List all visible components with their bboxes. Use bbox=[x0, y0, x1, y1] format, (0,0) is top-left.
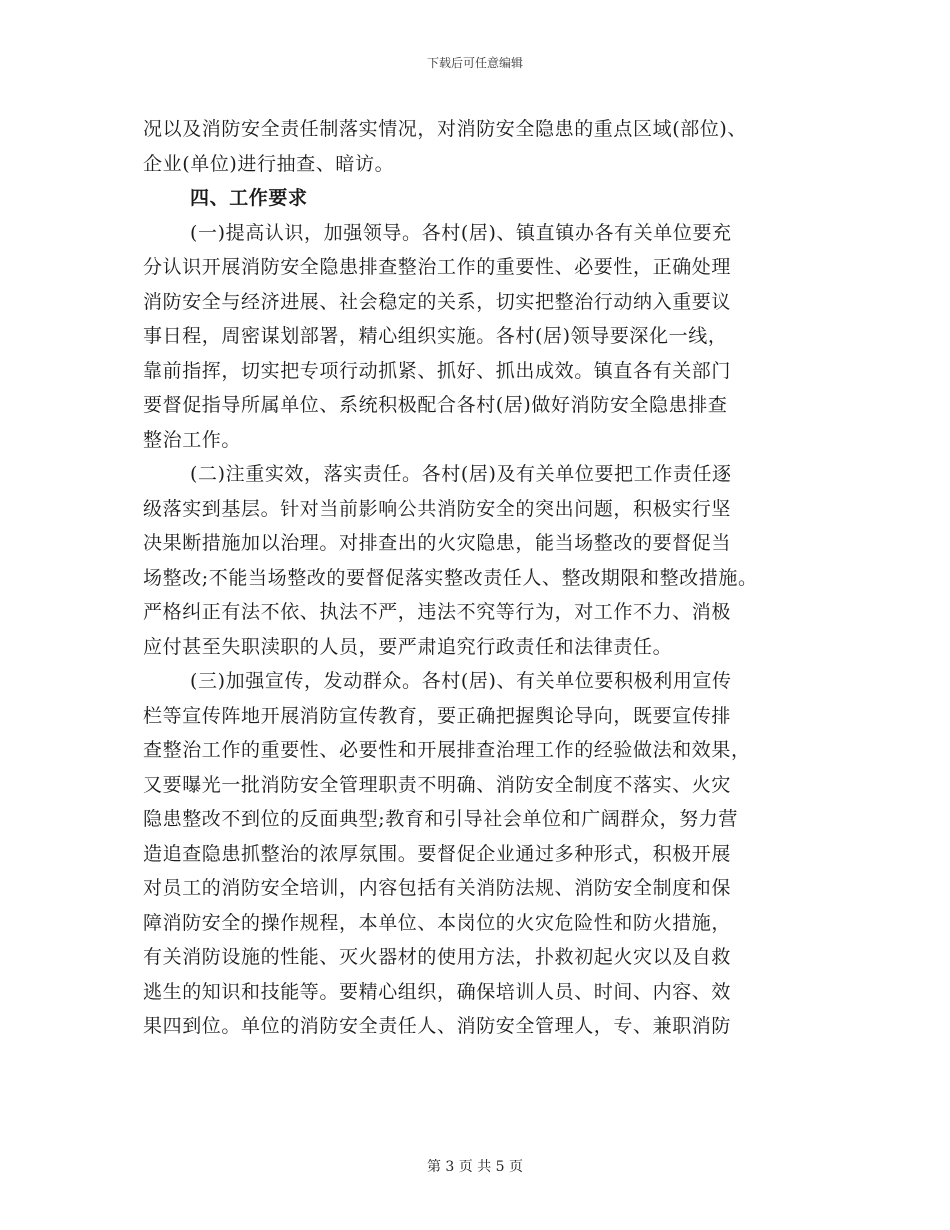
paragraph-line: 消防安全与经济进展、社会稳定的关系，切实把整治行动纳入重要议 bbox=[143, 290, 732, 313]
paragraph-line: 造追查隐患抓整治的浓厚氛围。要督促企业通过多种形式，积极开展 bbox=[143, 842, 732, 865]
section-heading: 四、工作要求 bbox=[190, 187, 308, 209]
paragraph-line: 级落实到基层。针对当前影响公共消防安全的突出问题，积极实行坚 bbox=[143, 497, 732, 520]
paragraph-line: 果四到位。单位的消防安全责任人、消防安全管理人，专、兼职消防 bbox=[143, 1015, 732, 1037]
paragraph-line: 对员工的消防安全培训，内容包括有关消防法规、消防安全制度和保 bbox=[143, 877, 732, 899]
paragraph-line: 靠前指挥，切实把专项行动抓紧、抓好、抓出成效。镇直各有关部门 bbox=[143, 359, 732, 382]
paragraph-line: 障消防安全的操作规程，本单位、本岗位的火灾危险性和防火措施， bbox=[143, 911, 732, 934]
page-number-footer: 第 3 页 共 5 页 bbox=[426, 1159, 524, 1175]
paragraph-line: 企业(单位)进行抽查、暗访。 bbox=[143, 152, 395, 175]
paragraph-line: 场整改;不能当场整改的要督促落实整改责任人、整改期限和整改措施。 bbox=[143, 566, 758, 589]
paragraph-line: 查整治工作的重要性、必要性和开展排查治理工作的经验做法和效果， bbox=[143, 739, 751, 761]
paragraph-line: 事日程，周密谋划部署，精心组织实施。各村(居)领导要深化一线， bbox=[143, 325, 728, 347]
header-note: 下载后可任意编辑 bbox=[426, 56, 523, 70]
paragraph-line: 整治工作。 bbox=[143, 428, 242, 451]
paragraph-line: (三)加强宣传，发动群众。各村(居)、有关单位要积极利用宣传 bbox=[190, 670, 732, 692]
paragraph-line: 又要曝光一批消防安全管理职责不明确、消防安全制度不落实、火灾 bbox=[143, 773, 732, 796]
paragraph-line: 严格纠正有法不依、执法不严，违法不究等行为，对工作不力、消极 bbox=[143, 601, 732, 623]
paragraph-line: 要督促指导所属单位、系统积极配合各村(居)做好消防安全隐患排查 bbox=[143, 394, 728, 416]
paragraph-line: 逃生的知识和技能等。要精心组织，确保培训人员、时间、内容、效 bbox=[143, 980, 732, 1003]
paragraph-line: 况以及消防安全责任制落实情况，对消防安全隐患的重点区域(部位)、 bbox=[143, 118, 748, 140]
paragraph-line: 隐患整改不到位的反面典型;教育和引导社会单位和广阔群众，努力营 bbox=[143, 808, 739, 830]
paragraph-line: 分认识开展消防安全隐患排查整治工作的重要性、必要性，正确处理 bbox=[143, 256, 732, 278]
paragraph-line: 栏等宣传阵地开展消防宣传教育，要正确把握舆论导向，既要宣传排 bbox=[143, 704, 732, 727]
paragraph-line: 决果断措施加以治理。对排查出的火灾隐患，能当场整改的要督促当 bbox=[143, 532, 732, 554]
paragraph-line: 应付甚至失职渎职的人员，要严肃追究行政责任和法律责任。 bbox=[143, 635, 673, 658]
document-body bbox=[143, 112, 823, 1044]
paragraph-line: (一)提高认识，加强领导。各村(居)、镇直镇办各有关单位要充 bbox=[190, 221, 732, 244]
paragraph-line: (二)注重实效，落实责任。各村(居)及有关单位要把工作责任逐 bbox=[190, 463, 732, 485]
paragraph-line: 有关消防设施的性能、灭火器材的使用方法，扑救初起火灾以及自救 bbox=[143, 946, 732, 968]
